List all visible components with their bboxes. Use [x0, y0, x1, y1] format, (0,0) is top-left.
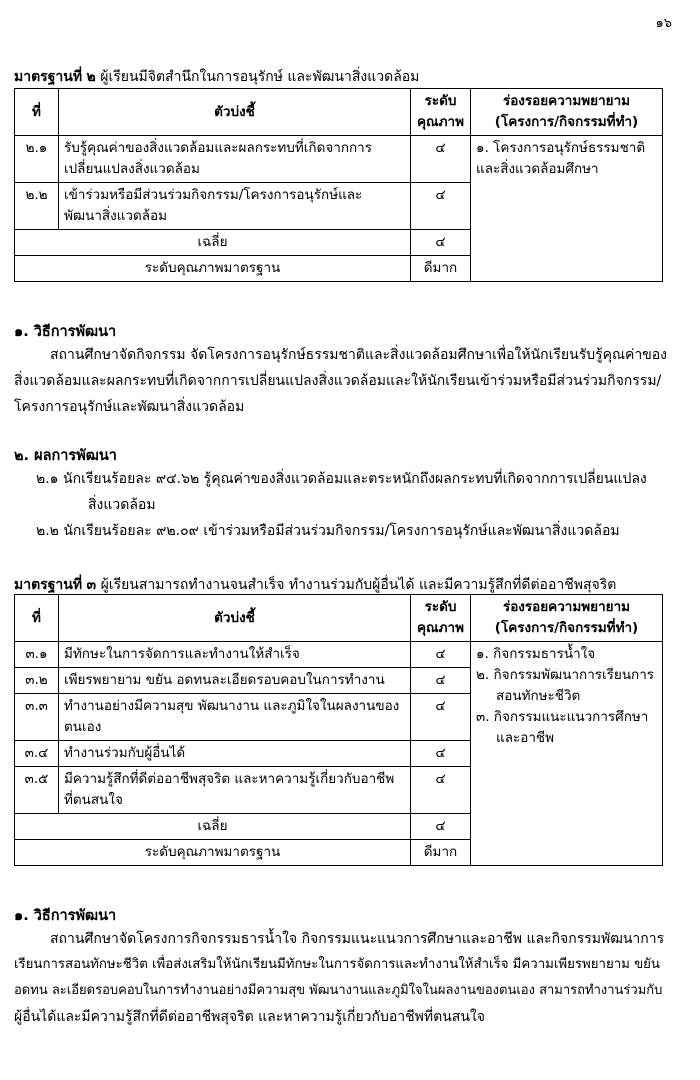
row-level: ๔ [411, 183, 471, 230]
standard3-table [14, 594, 663, 866]
standard3-label: มาตรฐานที่ [14, 577, 83, 593]
header-indicator: ตัวบ่งชี้ [59, 595, 411, 642]
header-no: ที่ [15, 595, 59, 642]
standard3-text: ผู้เรียนสามารถทำงานจนสำเร็จ ทำงานร่วมกับผู้อื่นได้ และมีความรู้สึกที่ดีต่ออาชีพสุจริต [100, 577, 617, 593]
section2-heading: ๒. ผลการพัฒนา [14, 448, 117, 464]
quality-label: ระดับคุณภาพมาตรฐาน [15, 256, 411, 282]
result-item: ๒.๒ นักเรียนร้อยละ ๙๒.๐๙ เข้าร่วมหรือมีส่วนร่วมกิจกรรม/โครงการอนุรักษ์และพัฒนาสิ่งแวดล้อม [36, 523, 620, 539]
header-trace: ร่องรอยความพยายาม (โครงการ/กิจกรรมที่ทำ) [471, 89, 663, 136]
table-header-row [15, 89, 663, 136]
section3-paragraph: สถานศึกษาจัดโครงการกิจกรรมธารน้ำใจ กิจกรรมแนะแนวการศึกษาและอาชีพ และกิจกรรมพัฒนาการ เรียนการสอนทักษะชีวิต เพื่อส่งเสริมให้นักเรียนมีทักษะในการจัดการและทำงานให้สำเร็จ มีความเพียรพยายาม ขยัน อดทน ละเอียดรอบคอบในการทำงานอย่างมีความสุข พัฒนางานและภูมิใจในผลงานของตนเอง สามารถทำงานร่วมกับ ผู้อื่นได้และมีความรู้สึกที่ดีต่ออาชีพสุจริต และหาความรู้เกี่ยวกับอาชีพที่ตนสนใจ [14, 931, 665, 1025]
header-level: ระดับ คุณภาพ [411, 595, 471, 642]
table-header-row [15, 595, 663, 642]
row-no: ๓.๔ [15, 741, 59, 767]
section1-paragraph: สถานศึกษาจัดกิจกรรม จัดโครงการอนุรักษ์ธรรมชาติและสิ่งแวดล้อมศึกษาเพื่อให้นักเรียนรับรู้คุณค่าของ สิ่งแวดล้อมและผลกระทบที่เกิดจากการเปลี่ยนแปลงสิ่งแวดล้อมและให้นักเรียนเข้าร่วมหรือมีส่วนร่วมกิจกรรม/ โครงการอนุรักษ์และพัฒนาสิ่งแวดล้อม [14, 347, 668, 415]
row-level: ๔ [411, 741, 471, 767]
row-indicator: เพียรพยายาม ขยัน อดทนละเอียดรอบคอบในการทำงาน [59, 668, 411, 694]
standard2-title [14, 66, 419, 88]
standard2-number: ๒ [86, 69, 96, 85]
page-number: ๑๖ [655, 16, 672, 31]
section3-heading: ๑. วิธีการพัฒนา [14, 908, 117, 924]
standard2-text: ผู้เรียนมีจิตสำนึกในการอนุรักษ์ และพัฒนาสิ่งแวดล้อม [100, 69, 420, 85]
standard2-table [14, 88, 663, 282]
projects-cell: ๑. โครงการอนุรักษ์ธรรมชาติ และสิ่งแวดล้อมศึกษา [471, 136, 663, 282]
header-no: ที่ [15, 89, 59, 136]
row-no: ๓.๕ [15, 767, 59, 814]
row-no: ๓.๑ [15, 642, 59, 668]
quality-value: ดีมาก [411, 840, 471, 866]
row-indicator: ทำงานร่วมกับผู้อื่นได้ [59, 741, 411, 767]
quality-value: ดีมาก [411, 256, 471, 282]
row-no: ๓.๒ [15, 668, 59, 694]
standard3-number: ๓ [86, 577, 97, 593]
result-item: ๒.๑ นักเรียนร้อยละ ๙๔.๖๒ รู้คุณค่าของสิ่งแวดล้อมและตระหนักถึงผลกระทบที่เกิดจากการเปลี่ยนแปลง [36, 471, 647, 487]
table-row [15, 136, 663, 183]
row-indicator: ทำงานอย่างมีความสุข พัฒนางาน และภูมิใจในผลงานของ ตนเอง [59, 694, 411, 741]
header-trace: ร่องรอยความพยายาม (โครงการ/กิจกรรมที่ทำ) [471, 595, 663, 642]
average-value: ๔ [411, 814, 471, 840]
projects-cell: ๑. กิจกรรมธารน้ำใจ ๒. กิจกรรมพัฒนาการเรียนการ สอนทักษะชีวิต ๓. กิจกรรมแนะแนวการศึกษา และอาชีพ [471, 642, 663, 866]
row-level: ๔ [411, 668, 471, 694]
row-indicator: มีทักษะในการจัดการและทำงานให้สำเร็จ [59, 642, 411, 668]
row-indicator: มีความรู้สึกที่ดีต่ออาชีพสุจริต และหาความรู้เกี่ยวกับอาชีพ ที่ตนสนใจ [59, 767, 411, 814]
standard3-title [14, 574, 616, 596]
row-level: ๔ [411, 642, 471, 668]
row-level: ๔ [411, 694, 471, 741]
table-row [15, 642, 663, 668]
row-indicator: เข้าร่วมหรือมีส่วนร่วมกิจกรรม/โครงการอนุรักษ์และ พัฒนาสิ่งแวดล้อม [59, 183, 411, 230]
standard2-label: มาตรฐานที่ [14, 69, 83, 85]
row-no: ๒.๑ [15, 136, 59, 183]
section2-results: ๒.๑ นักเรียนร้อยละ ๙๔.๖๒ รู้คุณค่าของสิ่งแวดล้อมและตระหนักถึงผลกระทบที่เกิดจากการเปลี่ยนแปลง สิ่งแวดล้อม ๒.๒ นักเรียนร้อยละ ๙๒.๐๙ เข้าร่วมหรือมีส่วนร่วมกิจกรรม/โครงการอนุรักษ์และพัฒนาสิ่งแวดล้อม [36, 466, 666, 544]
header-indicator: ตัวบ่งชี้ [59, 89, 411, 136]
row-level: ๔ [411, 136, 471, 183]
header-level: ระดับ คุณภาพ [411, 89, 471, 136]
row-no: ๓.๓ [15, 694, 59, 741]
row-indicator: รับรู้คุณค่าของสิ่งแวดล้อมและผลกระทบที่เกิดจากการ เปลี่ยนแปลงสิ่งแวดล้อม [59, 136, 411, 183]
average-label: เฉลี่ย [15, 230, 411, 256]
quality-label: ระดับคุณภาพมาตรฐาน [15, 840, 411, 866]
average-label: เฉลี่ย [15, 814, 411, 840]
average-value: ๔ [411, 230, 471, 256]
row-no: ๒.๒ [15, 183, 59, 230]
row-level: ๔ [411, 767, 471, 814]
section1-heading: ๑. วิธีการพัฒนา [14, 324, 117, 340]
